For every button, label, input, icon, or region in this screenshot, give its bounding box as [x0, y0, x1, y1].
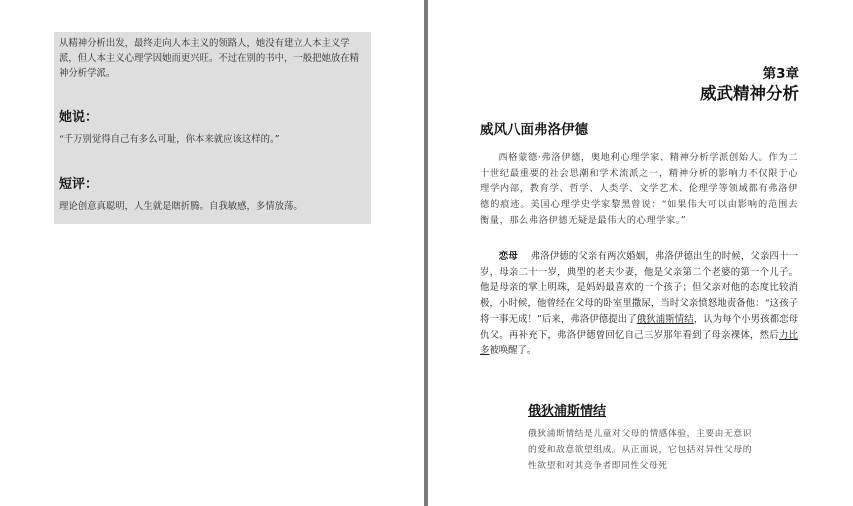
body-text-2: ，认为每个小男孩都恋母仇父。再补充下，弗洛伊德曾回忆自己三岁那年看到了母亲裸体，然后 — [480, 313, 798, 341]
review-heading: 短评： — [59, 177, 99, 192]
body-text-3: 被唤醒了。 — [489, 345, 537, 357]
section-title: 威风八面弗洛伊德 — [480, 122, 588, 138]
libido-link[interactable]: 力比多 — [480, 329, 798, 357]
profile-intro: 从精神分析出发，最终走向人本主义的领路人，她没有建立人本主义学派，但人本主义心理学因她而更兴旺。不过在别的书中，一般把她放在精神分析学派。 — [59, 38, 360, 79]
left-page — [0, 0, 424, 506]
review-text: 理论创意真聪明，人生就是瞎折腾。自我敏感，多情放荡。 — [59, 201, 303, 212]
lead-word: 恋母 — [498, 251, 518, 262]
intro-quote: 西格蒙德·弗洛伊德，奥地利心理学家、精神分析学派创始人。作为二十世纪最重要的社会思潮和学术流派之一，精神分析的影响力不仅限于心理学内部，教育学、哲学、人类学、文学艺术、伦理学等领域都有弗洛伊德的痕迹。美国心理学史学家黎黑曾说：“如果伟大可以由影响的范围去衡量，那么弗洛伊德无疑是最伟大的心理学家。” — [480, 152, 798, 226]
right-page — [428, 0, 853, 506]
body-paragraph — [480, 249, 798, 359]
subsection-text: 俄狄浦斯情结是儿童对父母的情感体验，主要由无意识的爱和敌意欲望组成。从正面说，它包括对异性父母的性欲望和对其竞争者即同性父母死 — [528, 429, 752, 471]
subsection-title: 俄狄浦斯情结 — [528, 404, 607, 419]
quote-text: “千万别觉得自己有多么可耻，你本来就应该这样的。” — [59, 134, 280, 145]
quote-heading: 她说： — [59, 110, 99, 125]
chapter-number: 第3章 — [762, 66, 799, 82]
oedipus-link[interactable]: 俄狄浦斯情结 — [636, 313, 694, 325]
chapter-title: 威武精神分析 — [700, 84, 799, 103]
body-text-1: 弗洛伊德的父亲有两次婚姻，弗洛伊德出生的时候，父亲四十一岁，母亲二十一岁，典型的老夫少妻，他是父亲第二个老婆的第一个儿子。他是母亲的掌上明珠，是妈妈最喜欢的一个孩子；但父亲对他的态度比较消极，小时候，他曾经在父母的卧室里撒尿，当时父亲愤怒地责备他：“这孩子将一事无成！”后来，弗洛伊德提出了 — [480, 251, 798, 325]
profile-box — [54, 32, 371, 224]
